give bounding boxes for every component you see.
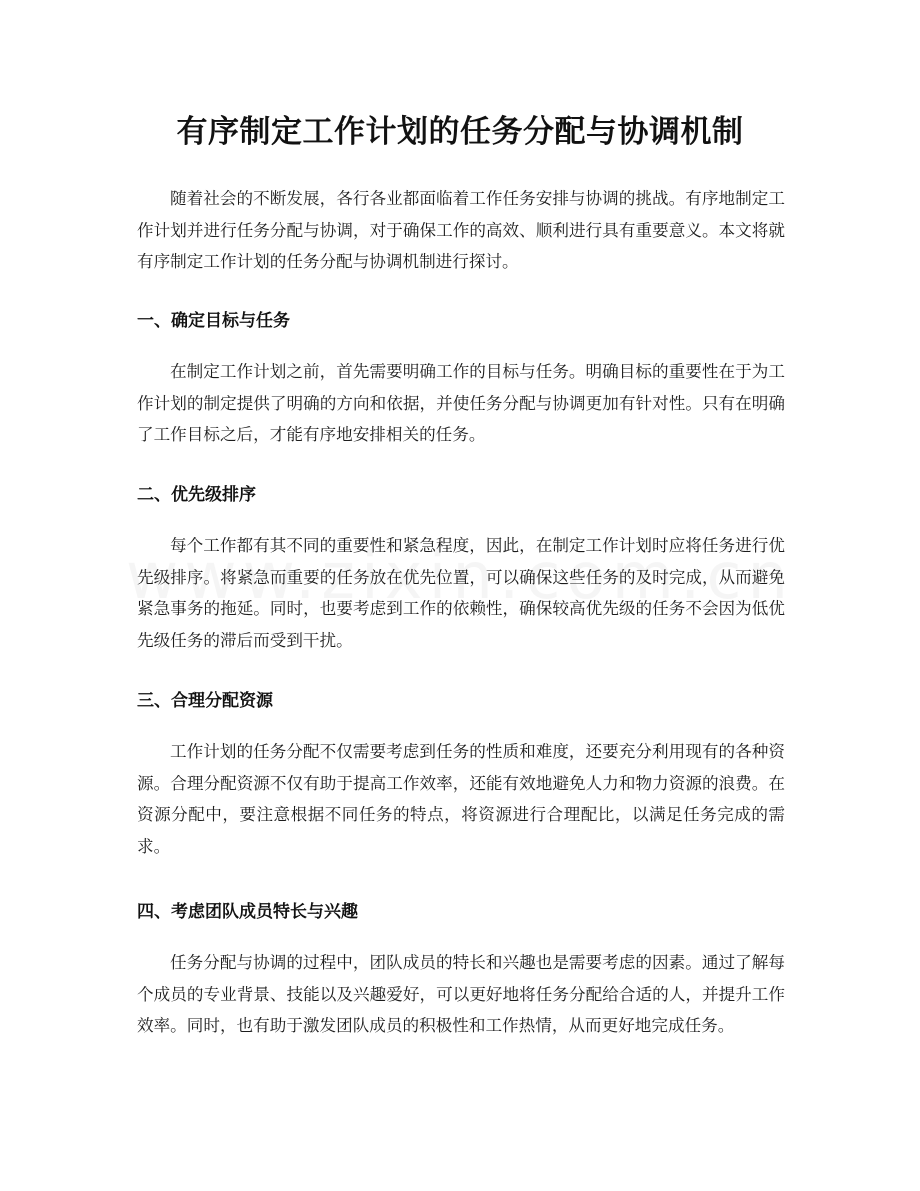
section-1 — [137, 306, 785, 336]
section-2-body — [137, 530, 785, 656]
page-title: 有序制定工作计划的任务分配与协调机制 — [176, 114, 744, 150]
section-paragraph: 每个工作都有其不同的重要性和紧急程度，因此，在制定工作计划时应将任务进行优先级排序。将紧急而重要的任务放在优先位置，可以确保这些任务的及时完成，从而避免紧急事务的拖延。同时，也要考虑到工作的依赖性，确保较高优先级的任务不会因为低优先级任务的滞后而受到干扰。 — [137, 536, 785, 650]
section-paragraph: 任务分配与协调的过程中，团队成员的特长和兴趣也是需要考虑的因素。通过了解每个成员的专业背景、技能以及兴趣爱好，可以更好地将任务分配给合适的人，并提升工作效率。同时，也有助于激发团队成员的积极性和工作热情，从而更好地完成任务。 — [137, 953, 785, 1035]
section-4-body — [137, 947, 785, 1042]
section-heading: 二、优先级排序 — [137, 485, 256, 505]
intro-block — [137, 183, 785, 278]
section-1-body — [137, 356, 785, 451]
section-paragraph: 工作计划的任务分配不仅需要考虑到任务的性质和难度，还要充分利用现有的各种资源。合理分配资源不仅有助于提高工作效率，还能有效地避免人力和物力资源的浪费。在资源分配中，要注意根据不同任务的特点，将资源进行合理配比，以满足任务完成的需求。 — [137, 742, 785, 856]
section-heading: 三、合理分配资源 — [137, 691, 273, 711]
section-3 — [137, 686, 785, 716]
section-3-body — [137, 736, 785, 862]
section-heading: 一、确定目标与任务 — [137, 311, 290, 331]
intro-paragraph: 随着社会的不断发展，各行各业都面临着工作任务安排与协调的挑战。有序地制定工作计划并进行任务分配与协调，对于确保工作的高效、顺利进行具有重要意义。本文将就有序制定工作计划的任务分配与协调机制进行探讨。 — [137, 189, 785, 271]
section-2 — [137, 480, 785, 510]
section-heading: 四、考虑团队成员特长与兴趣 — [137, 902, 358, 922]
section-4 — [137, 897, 785, 927]
section-paragraph: 在制定工作计划之前，首先需要明确工作的目标与任务。明确目标的重要性在于为工作计划的制定提供了明确的方向和依据，并使任务分配与协调更加有针对性。只有在明确了工作目标之后，才能有序地安排相关的任务。 — [137, 362, 785, 444]
